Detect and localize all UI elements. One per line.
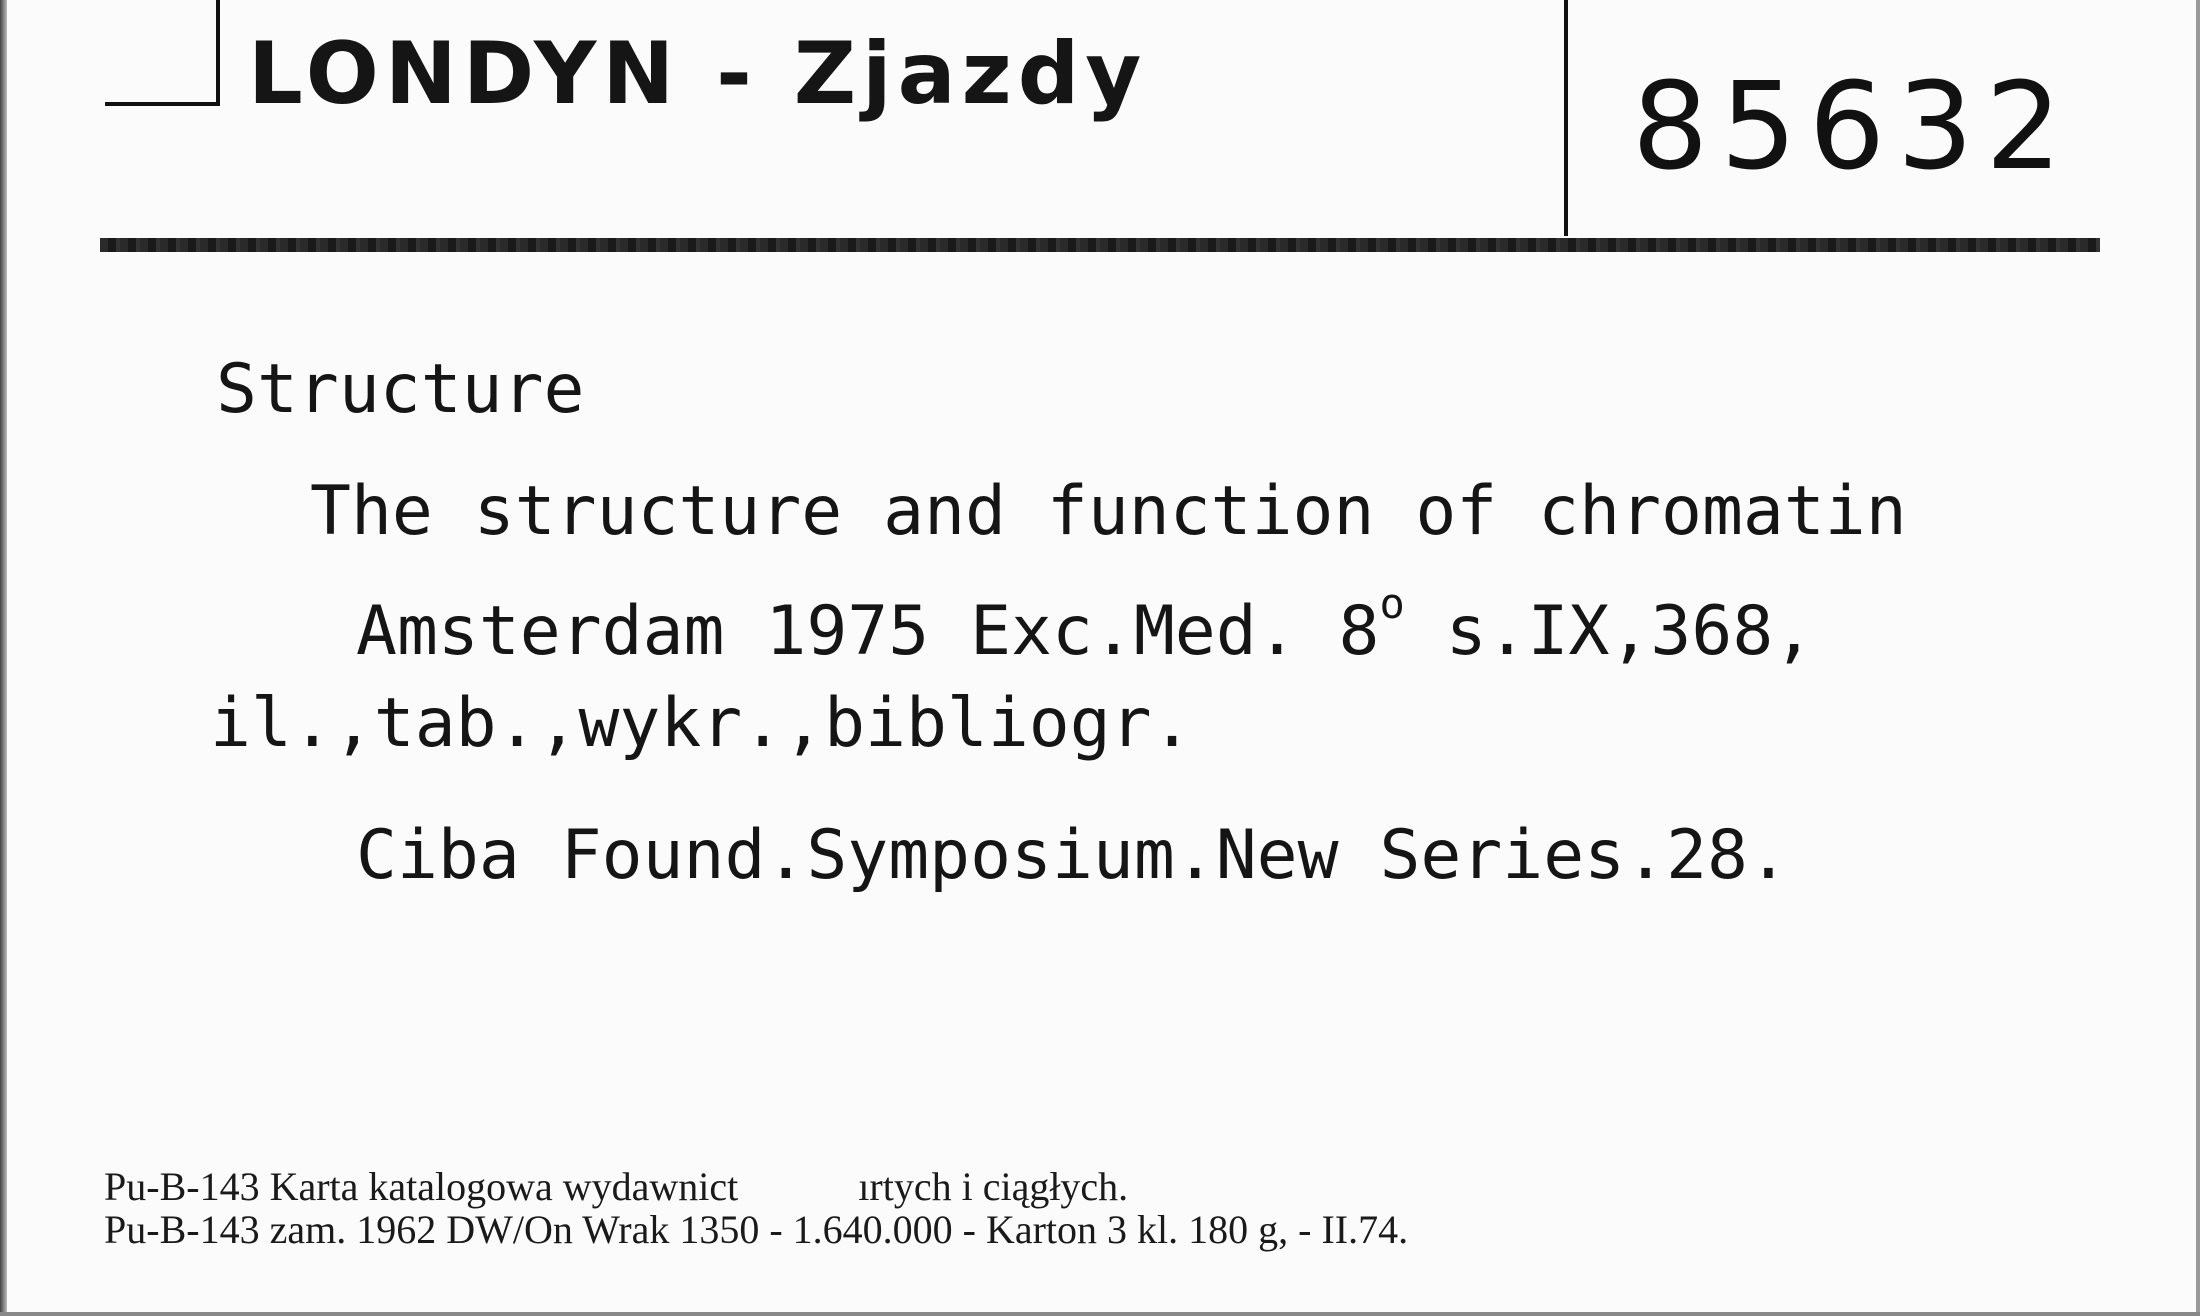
subject-heading: Structure: [216, 350, 585, 429]
physical-description: il.,tab.,wykr.,bibliogr.: [210, 684, 1193, 763]
pagination: s.IX,368,: [1404, 592, 1815, 671]
heading-left-rule: [216, 0, 220, 106]
footer-line1-end: ırtych i ciągłych.: [858, 1164, 1129, 1209]
card-left-edge: [0, 0, 7, 1316]
printer-footer-line-2: Pu-B-143 zam. 1962 DW/On Wrak 1350 - 1.640.000 - Karton 3 kl. 180 g, - II.74.: [104, 1207, 1409, 1252]
card-bottom-edge: [0, 1312, 2200, 1316]
header-rule: [100, 238, 2100, 252]
handwritten-heading: LONDYN - Zjazdy: [248, 24, 1148, 124]
series-statement: Ciba Found.Symposium.New Series.28.: [356, 816, 1789, 895]
imprint-line: [356, 579, 1815, 671]
call-number-divider: [1564, 0, 1568, 236]
card-right-edge: [2196, 0, 2200, 1316]
book-title: The structure and function of chromatin: [310, 472, 1907, 551]
format-degree-mark: o: [1379, 579, 1405, 628]
imprint-text: Amsterdam 1975 Exc.Med. 8: [356, 592, 1380, 671]
call-number: 85632: [1632, 58, 2074, 197]
printer-footer-line-1: [104, 1163, 1128, 1210]
footer-line1-start: Pu-B-143 Karta katalogowa wydawnict: [104, 1164, 739, 1209]
heading-underline-stub: [105, 102, 220, 106]
